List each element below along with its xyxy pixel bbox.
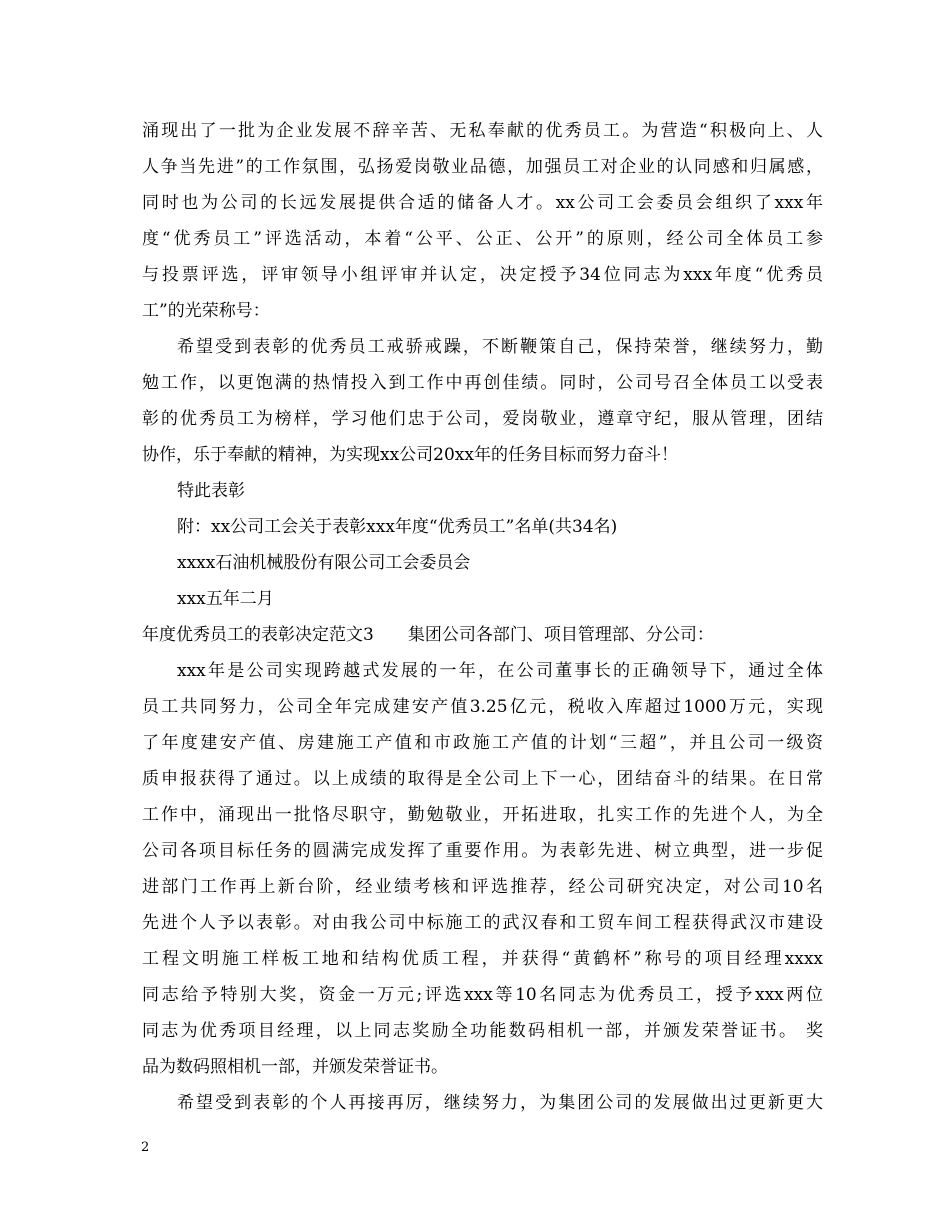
paragraph-line: 勉工作，以更饱满的热情投入到工作中再创佳绩。同时，公司号召全体员工以受表 bbox=[142, 373, 823, 393]
paragraph-line: 先进个人予以表彰。对由我公司中标施工的武汉春和工贸车间工程获得武汉市建设 bbox=[142, 913, 823, 933]
paragraph-line: 工作中，涌现出一批恪尽职守，勤勉敬业，开拓进取，扎实工作的先进个人，为全 bbox=[142, 805, 823, 825]
paragraph-line: xxx年是公司实现跨越式发展的一年，在公司董事长的正确领导下，通过全体 bbox=[177, 661, 823, 681]
paragraph-line: 工程文明施工样板工地和结构优质工程，并获得“黄鹤杯”称号的项目经理xxxx bbox=[142, 949, 823, 969]
paragraph-line: 与投票评选，评审领导小组评审并认定，决定授予34位同志为xxx年度“优秀员 bbox=[142, 265, 823, 285]
paragraph-line: 度“优秀员工”评选活动，本着“公平、公正、公开”的原则，经公司全体员工参 bbox=[142, 229, 823, 249]
paragraph-line: 同志为优秀项目经理，以上同志奖励全功能数码相机一部，并颁发荣誉证书。 奖 bbox=[142, 1021, 823, 1041]
paragraph-line: 希望受到表彰的优秀员工戒骄戒躁，不断鞭策自己，保持荣誉，继续努力，勤 bbox=[177, 337, 823, 357]
paragraph-line: 人争当先进”的工作氛围，弘扬爱岗敬业品德，加强员工对企业的认同感和归属感， bbox=[142, 157, 823, 177]
signature-date: xxx五年二月 bbox=[177, 589, 274, 609]
paragraph-line: 工”的光荣称号： bbox=[142, 301, 270, 321]
paragraph-line: 了年度建安产值、房建施工产值和市政施工产值的计划“三超”，并且公司一级资 bbox=[142, 733, 823, 753]
paragraph-line: 彰的优秀员工为榜样，学习他们忠于公司，爱岗敬业，遵章守纪，服从管理，团结 bbox=[142, 409, 823, 429]
paragraph-line: 希望受到表彰的个人再接再厉，继续努力，为集团公司的发展做出过更新更大 bbox=[177, 1093, 823, 1113]
section-heading: 年度优秀员工的表彰决定范文3 集团公司各部门、项目管理部、分公司： bbox=[142, 625, 714, 645]
page-number: 2 bbox=[141, 1140, 150, 1155]
paragraph-line: 进部门工作再上新台阶，经业绩考核和评选推荐，经公司研究决定，对公司10名 bbox=[142, 877, 823, 897]
paragraph-line: 协作，乐于奉献的精神，为实现xx公司20xx年的任务目标而努力奋斗！ bbox=[142, 445, 678, 465]
signature-organization: xxxx石油机械股份有限公司工会委员会 bbox=[177, 553, 471, 573]
paragraph-line: 质申报获得了通过。以上成绩的取得是全公司上下一心，团结奋斗的结果。在日常 bbox=[142, 769, 823, 789]
paragraph-line: 公司各项目标任务的圆满完成发挥了重要作用。为表彰先进、树立典型，进一步促 bbox=[142, 841, 823, 861]
paragraph-line: 同志给予特别大奖，资金一万元;评选xxx等10名同志为优秀员工，授予xxx两位 bbox=[142, 985, 823, 1005]
commendation-line: 特此表彰 bbox=[177, 481, 245, 501]
paragraph-line: 同时也为公司的长远发展提供合适的储备人才。xx公司工会委员会组织了xxx年 bbox=[142, 193, 823, 213]
attachment-line: 附：xx公司工会关于表彰xxx年度“优秀员工”名单(共34名) bbox=[177, 517, 618, 537]
paragraph-line: 品为数码照相机一部，并颁发荣誉证书。 bbox=[142, 1057, 448, 1077]
paragraph-line: 涌现出了一批为企业发展不辞辛苦、无私奉献的优秀员工。为营造“积极向上、人 bbox=[142, 121, 823, 141]
paragraph-line: 员工共同努力，公司全年完成建安产值3.25亿元，税收入库超过1000万元，实现 bbox=[142, 697, 823, 717]
